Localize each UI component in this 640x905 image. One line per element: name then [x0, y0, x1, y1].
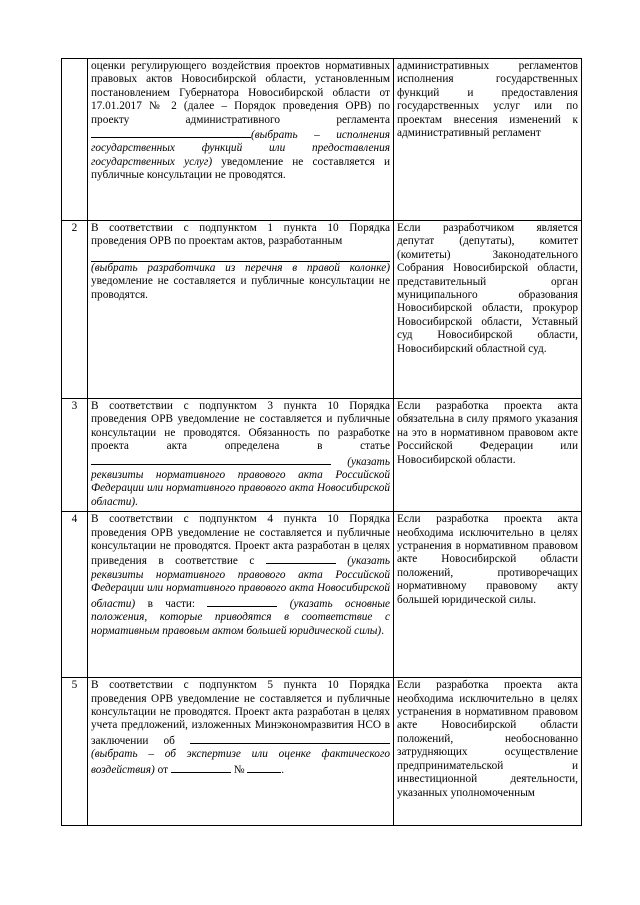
- text-part: №: [233, 763, 245, 776]
- row-condition: Если разработка проекта акта необходима исключительно в целях устранения в нормативном правовом акте Новосибирской области положений, необоснованно затрудняющих осуществление предпринимательской и инвестиционной деятельности, указанных уполномоченным: [394, 678, 582, 826]
- document-table: [61, 58, 582, 826]
- row-text: [88, 399, 394, 512]
- text-part: В соответствии с подпунктом 1 пункта 10 Порядка проведения ОРВ по проектам актов, разработанным: [91, 222, 390, 248]
- italic-note: (выбрать разработчика из перечня в правой колонке): [91, 261, 390, 274]
- text-part: уведомление не составляется и публичные консультации не проводятся.: [91, 155, 391, 182]
- italic-note: (указать реквизиты нормативного правового акта Российской Федерации или нормативного правового акта Новосибирской области).: [91, 455, 390, 508]
- fill-blank: [171, 762, 231, 773]
- table-row: [62, 221, 582, 399]
- row-number: 3: [62, 399, 88, 512]
- italic-note: (выбрать – исполнения государственных функций или предоставления государственных услуг): [91, 129, 390, 168]
- row-condition: Если разработка проекта акта обязательна в силу прямого указания на это в нормативном правовом акте Российской Федерации или Новосибирской области.: [394, 399, 582, 512]
- row-text: [88, 59, 394, 221]
- text-part: оценки регулирующего воздействия проектов нормативных правовых актов Новосибирской области, установленным постановлением Губернатора Новосибирской области от 17.01.2017 № 2 (далее – Порядок проведения ОРВ) по проекту административного регламента: [91, 60, 390, 126]
- row-condition: Если разработчиком является депутат (депутаты), комитет (комитеты) Законодательного Собрания Новосибирской области, представительный орган муниципального образования Новосибирской области, прокурор Новосибирской области, Уставный суд Новосибирской области, Новосибирский областной суд.: [394, 221, 582, 399]
- text-part: В соответствии с подпунктом 3 пункта 10 Порядка проведения ОРВ уведомление не составляется и публичные консультации не проводятся. Обязанность по разработке проекта акта определена в статье: [91, 400, 390, 453]
- fill-blank: [207, 596, 277, 607]
- row-number: 2: [62, 221, 88, 399]
- text-part: В соответствии с подпунктом 4 пункта 10 Порядка проведения ОРВ уведомление не составляется и публичные консультации не проводятся. Проект акта разработан в целях приведения в соответствие с: [91, 513, 390, 568]
- text-part: .: [281, 763, 285, 776]
- table-row: [62, 399, 582, 512]
- fill-blank: [91, 249, 390, 262]
- table-row: [62, 59, 582, 221]
- text-part: В соответствии с подпунктом 5 пункта 10 Порядка проведения ОРВ уведомление не составляется и публичные консультации не проводятся. Проект акта разработан в целях учета предложений, изложенных Минэкономразвития НСО в заключении об: [91, 679, 390, 747]
- row-text: [88, 678, 394, 826]
- row-condition: Если разработка проекта акта необходима исключительно в целях устранения в нормативном правовом акте Новосибирской области положений, противоречащих нормативному правовому акту большей юридической силы.: [394, 512, 582, 678]
- table-row: [62, 512, 582, 678]
- fill-blank: [247, 762, 281, 773]
- row-number: 4: [62, 512, 88, 678]
- row-number: [62, 59, 88, 221]
- row-text: [88, 512, 394, 678]
- row-number: 5: [62, 678, 88, 826]
- text-part: в части:: [147, 597, 196, 610]
- row-text: [88, 221, 394, 399]
- fill-blank: [91, 127, 251, 138]
- fill-blank: [190, 733, 390, 744]
- text-part: от: [157, 763, 169, 776]
- italic-note: (выбрать – об экспертизе или оценке фактического воздействия): [91, 748, 390, 776]
- text-part: уведомление не составляется и публичные консультации не проводятся.: [91, 275, 390, 301]
- text-part: .: [381, 624, 385, 637]
- table-row: [62, 678, 582, 826]
- italic-note: (указать основные положения, которые приводятся в соответствие с нормативным правовым актом большей юридической силы): [91, 597, 391, 637]
- fill-blank: [266, 553, 336, 564]
- italic-note: (указать реквизиты нормативного правового акта Российской Федерации или нормативного правового акта Новосибирской области): [91, 555, 391, 610]
- row-condition: административных регламентов исполнения государственных функций и предоставления государственных услуг или по проектам внесения изменений к административный регламент: [394, 59, 582, 221]
- fill-blank: [91, 454, 331, 465]
